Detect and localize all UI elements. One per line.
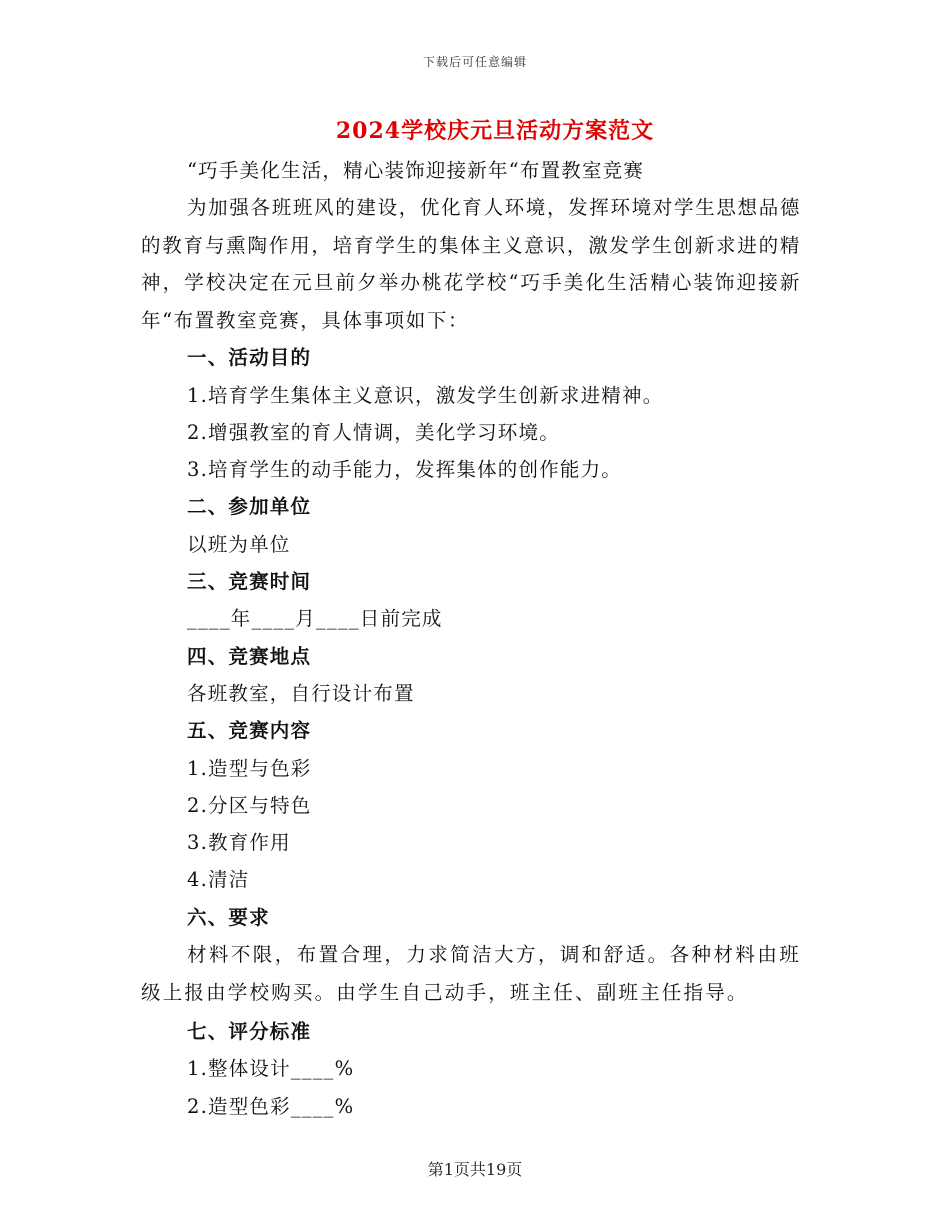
list-item: 2.造型色彩____% [187,1094,355,1118]
header-note: 下载后可任意编辑 [422,55,527,69]
list-item: 1.整体设计____% [187,1057,355,1081]
list-item: 2.增强教室的育人情调，美化学习环境。 [187,420,560,444]
list-item: 1.培育学生集体主义意识，激发学生创新求进精神。 [187,383,664,407]
section-heading-participants: 二、参加单位 [187,495,312,519]
list-item: 4.清洁 [187,868,250,892]
document-body [141,152,801,1125]
section-heading-scoring: 七、评分标准 [187,1020,312,1044]
section-heading-content: 五、竞赛内容 [187,719,312,743]
requirements-paragraph: 材料不限，布置合理，力求简洁大方，调和舒适。各种材料由班级上报由学校购买。由学生自己动手，班主任、副班主任指导。 [141,943,801,1004]
page-number: 第1页共19页 [427,1160,523,1179]
section-heading-requirements: 六、要求 [187,905,270,929]
section-text: ____年____月____日前完成 [187,607,443,631]
section-text: 以班为单位 [187,532,291,556]
section-heading-time: 三、竞赛时间 [187,570,312,594]
subtitle: “巧手美化生活，精心装饰迎接新年“布置教室竞赛 [187,159,645,182]
section-heading-location: 四、竞赛地点 [187,644,312,668]
intro-paragraph: 为加强各班班风的建设，优化育人环境，发挥环境对学生思想品德的教育与熏陶作用，培育学生的集体主义意识，激发学生创新求进的精神，学校决定在元旦前夕举办桃花学校“巧手美化生活精心装饰迎接新年“布置教室竞赛，具体事项如下： [141,196,801,332]
list-item: 1.造型与色彩 [187,756,312,780]
section-text: 各班教室，自行设计布置 [187,681,415,705]
list-item: 3.教育作用 [187,831,291,855]
list-item: 2.分区与特色 [187,793,312,817]
document-title: 2024学校庆元旦活动方案范文 [335,118,655,144]
list-item: 3.培育学生的动手能力，发挥集体的创作能力。 [187,458,623,482]
section-heading-purpose: 一、活动目的 [187,346,312,370]
